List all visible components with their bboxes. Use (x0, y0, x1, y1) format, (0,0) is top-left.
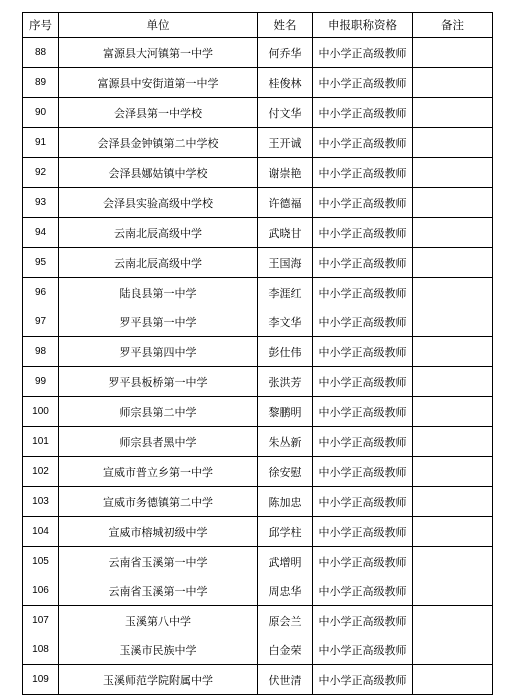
row-note (413, 128, 493, 158)
row-title: 中小学正高级教师 (313, 547, 413, 577)
table-row (23, 307, 493, 337)
row-title: 中小学正高级教师 (313, 98, 413, 128)
row-unit: 玉溪第八中学 (59, 606, 258, 636)
row-unit: 师宗县第二中学 (59, 397, 258, 427)
row-name: 伏世清 (258, 665, 313, 695)
row-name: 张洪芳 (258, 367, 313, 397)
row-unit: 宣威市榕城初级中学 (59, 517, 258, 547)
row-unit: 罗平县第四中学 (59, 337, 258, 367)
row-title: 中小学正高级教师 (313, 457, 413, 487)
row-name: 谢崇艳 (258, 158, 313, 188)
table-row (23, 576, 493, 606)
row-note (413, 427, 493, 457)
row-title: 中小学正高级教师 (313, 635, 413, 665)
table-row (23, 38, 493, 68)
row-title: 中小学正高级教师 (313, 367, 413, 397)
table-row (23, 188, 493, 218)
table-row (23, 457, 493, 487)
row-name: 周忠华 (258, 576, 313, 606)
roster-table (22, 12, 493, 695)
row-name: 王国海 (258, 248, 313, 278)
row-unit: 云南北辰高级中学 (59, 218, 258, 248)
row-number: 98 (23, 337, 59, 367)
row-unit: 罗平县第一中学 (59, 307, 258, 337)
row-note (413, 98, 493, 128)
row-name: 李涯红 (258, 278, 313, 308)
row-note (413, 517, 493, 547)
row-unit: 富源县大河镇第一中学 (59, 38, 258, 68)
table-row (23, 547, 493, 577)
row-name: 桂俊林 (258, 68, 313, 98)
row-title: 中小学正高级教师 (313, 397, 413, 427)
row-title: 中小学正高级教师 (313, 576, 413, 606)
table-row (23, 158, 493, 188)
row-unit: 师宗县者黑中学 (59, 427, 258, 457)
row-title: 中小学正高级教师 (313, 307, 413, 337)
row-unit: 玉溪市民族中学 (59, 635, 258, 665)
row-number: 88 (23, 38, 59, 68)
table-row (23, 337, 493, 367)
table-row (23, 248, 493, 278)
row-note (413, 248, 493, 278)
row-note (413, 188, 493, 218)
row-number: 108 (23, 635, 59, 665)
row-note (413, 576, 493, 606)
row-note (413, 218, 493, 248)
row-number: 100 (23, 397, 59, 427)
table-row (23, 218, 493, 248)
row-unit: 会泽县实验高级中学校 (59, 188, 258, 218)
row-number: 109 (23, 665, 59, 695)
row-number: 96 (23, 278, 59, 308)
table-row (23, 98, 493, 128)
header-title: 申报职称资格 (313, 13, 413, 38)
row-unit: 会泽县金钟镇第二中学校 (59, 128, 258, 158)
row-note (413, 457, 493, 487)
row-note (413, 665, 493, 695)
row-unit: 罗平县板桥第一中学 (59, 367, 258, 397)
header-name: 姓名 (258, 13, 313, 38)
row-note (413, 307, 493, 337)
row-name: 原会兰 (258, 606, 313, 636)
row-title: 中小学正高级教师 (313, 188, 413, 218)
row-name: 李文华 (258, 307, 313, 337)
row-title: 中小学正高级教师 (313, 665, 413, 695)
table-row (23, 606, 493, 636)
row-number: 95 (23, 248, 59, 278)
row-note (413, 68, 493, 98)
row-number: 92 (23, 158, 59, 188)
table-body (23, 38, 493, 695)
row-title: 中小学正高级教师 (313, 427, 413, 457)
row-number: 91 (23, 128, 59, 158)
roster-table-container (22, 12, 492, 695)
row-unit: 会泽县第一中学校 (59, 98, 258, 128)
row-unit: 云南省玉溪第一中学 (59, 576, 258, 606)
row-title: 中小学正高级教师 (313, 128, 413, 158)
row-note (413, 158, 493, 188)
row-title: 中小学正高级教师 (313, 337, 413, 367)
table-row (23, 427, 493, 457)
row-number: 97 (23, 307, 59, 337)
row-unit: 陆良县第一中学 (59, 278, 258, 308)
row-title: 中小学正高级教师 (313, 38, 413, 68)
table-row (23, 128, 493, 158)
row-unit: 宣威市务德镇第二中学 (59, 487, 258, 517)
table-row (23, 397, 493, 427)
table-row (23, 278, 493, 308)
table-row (23, 665, 493, 695)
row-number: 99 (23, 367, 59, 397)
header-no: 序号 (23, 13, 59, 38)
row-number: 106 (23, 576, 59, 606)
row-number: 103 (23, 487, 59, 517)
row-title: 中小学正高级教师 (313, 68, 413, 98)
row-name: 付文华 (258, 98, 313, 128)
table-row (23, 635, 493, 665)
row-note (413, 278, 493, 308)
row-name: 彭仕伟 (258, 337, 313, 367)
table-row (23, 517, 493, 547)
row-name: 武增明 (258, 547, 313, 577)
row-unit: 富源县中安街道第一中学 (59, 68, 258, 98)
row-note (413, 547, 493, 577)
row-number: 101 (23, 427, 59, 457)
row-title: 中小学正高级教师 (313, 158, 413, 188)
table-row (23, 367, 493, 397)
row-title: 中小学正高级教师 (313, 606, 413, 636)
row-number: 105 (23, 547, 59, 577)
row-unit: 会泽县娜姑镇中学校 (59, 158, 258, 188)
header-row (23, 13, 493, 38)
row-name: 武晓甘 (258, 218, 313, 248)
row-unit: 宣威市普立乡第一中学 (59, 457, 258, 487)
row-title: 中小学正高级教师 (313, 278, 413, 308)
row-number: 90 (23, 98, 59, 128)
row-note (413, 635, 493, 665)
row-number: 89 (23, 68, 59, 98)
row-note (413, 606, 493, 636)
row-number: 94 (23, 218, 59, 248)
row-name: 王开诚 (258, 128, 313, 158)
row-note (413, 38, 493, 68)
row-number: 93 (23, 188, 59, 218)
row-unit: 云南省玉溪第一中学 (59, 547, 258, 577)
row-name: 邱学柱 (258, 517, 313, 547)
row-name: 陈加忠 (258, 487, 313, 517)
row-note (413, 367, 493, 397)
row-name: 朱丛新 (258, 427, 313, 457)
row-note (413, 487, 493, 517)
row-title: 中小学正高级教师 (313, 248, 413, 278)
row-number: 107 (23, 606, 59, 636)
row-number: 102 (23, 457, 59, 487)
header-unit: 单位 (59, 13, 258, 38)
row-note (413, 337, 493, 367)
row-note (413, 397, 493, 427)
row-name: 黎鹏明 (258, 397, 313, 427)
row-title: 中小学正高级教师 (313, 517, 413, 547)
row-title: 中小学正高级教师 (313, 218, 413, 248)
row-unit: 玉溪师范学院附属中学 (59, 665, 258, 695)
row-unit: 云南北辰高级中学 (59, 248, 258, 278)
table-row (23, 487, 493, 517)
row-name: 徐安慰 (258, 457, 313, 487)
table-row (23, 68, 493, 98)
header-note: 备注 (413, 13, 493, 38)
row-number: 104 (23, 517, 59, 547)
row-title: 中小学正高级教师 (313, 487, 413, 517)
row-name: 许德福 (258, 188, 313, 218)
row-name: 何乔华 (258, 38, 313, 68)
row-name: 白金荣 (258, 635, 313, 665)
